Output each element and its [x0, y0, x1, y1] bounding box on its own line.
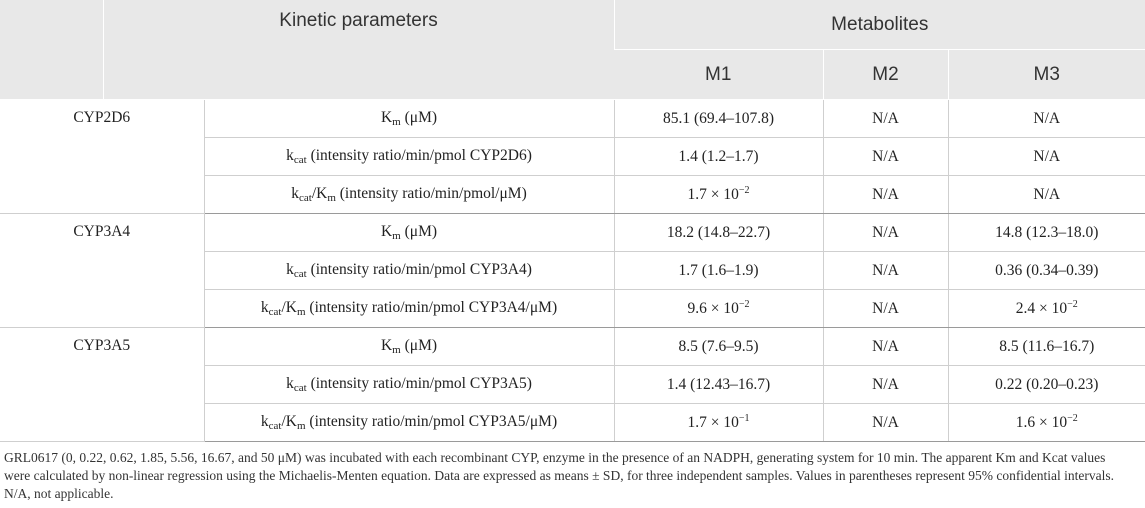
header-blank-cell [0, 0, 103, 100]
header-m1: M1 [614, 50, 823, 100]
m3-value: 0.22 (0.20–0.23) [948, 366, 1145, 404]
parameter-cell: $k_{cat}$ (intensity ratio/min/pmol CYP2D6) [204, 138, 614, 176]
m2-value: N/A [823, 290, 948, 328]
m2-value: N/A [823, 252, 948, 290]
header-m3: M3 [948, 50, 1145, 100]
m1-value: $9.6 \times 10^{-2}$ [614, 290, 823, 328]
m2-value: N/A [823, 138, 948, 176]
table-row [0, 100, 1145, 138]
m3-value: N/A [948, 176, 1145, 214]
m1-value: 18.2 (14.8–22.7) [614, 214, 823, 252]
header-metabolites: Metabolites [614, 0, 1145, 50]
m1-value: $1.7 \times 10^{-1}$ [614, 404, 823, 442]
table-header [0, 0, 1145, 100]
m1-value: 8.5 (7.6–9.5) [614, 328, 823, 366]
m1-value: $1.7 \times 10^{-2}$ [614, 176, 823, 214]
enzyme-cell: CYP3A5 [0, 328, 204, 442]
parameter-cell: $k_{cat}$ (intensity ratio/min/pmol CYP3A5) [204, 366, 614, 404]
m2-value: N/A [823, 214, 948, 252]
parameter-cell: $k_{cat}/K_m$ (intensity ratio/min/pmol/μM) [204, 176, 614, 214]
enzyme-cell: CYP2D6 [0, 100, 204, 214]
m2-value: N/A [823, 176, 948, 214]
m3-value: 0.36 (0.34–0.39) [948, 252, 1145, 290]
table-row [0, 328, 1145, 366]
m3-value: $2.4 \times 10^{-2}$ [948, 290, 1145, 328]
table-body [0, 100, 1145, 442]
m3-value: N/A [948, 100, 1145, 138]
header-kinetic-parameters: Kinetic parameters [103, 0, 614, 100]
m1-value: 1.7 (1.6–1.9) [614, 252, 823, 290]
m3-value: 14.8 (12.3–18.0) [948, 214, 1145, 252]
m2-value: N/A [823, 100, 948, 138]
m2-value: N/A [823, 404, 948, 442]
m3-value: 8.5 (11.6–16.7) [948, 328, 1145, 366]
m3-value: N/A [948, 138, 1145, 176]
header-m2: M2 [823, 50, 948, 100]
enzyme-cell: CYP3A4 [0, 214, 204, 328]
m1-value: 1.4 (1.2–1.7) [614, 138, 823, 176]
m1-value: 1.4 (12.43–16.7) [614, 366, 823, 404]
table-footnote: GRL0617 (0, 0.22, 0.62, 1.85, 5.56, 16.67, and 50 μM) was incubated with each recombinant CYP, enzyme in the presence of an NADPH, generating system for 10 min. The apparent Km and Kcat values were calculated by non-linear regression using the Michaelis-Menten equation. Data are expressed as means ± SD, for three independent samples. Values in parentheses represent 95% confidential intervals. N/A, not applicable. [4, 450, 1115, 501]
parameter-cell: $K_m$ (μM) [204, 100, 614, 138]
m2-value: N/A [823, 328, 948, 366]
m3-value: $1.6 \times 10^{-2}$ [948, 404, 1145, 442]
table-row [0, 214, 1145, 252]
parameter-cell: $K_m$ (μM) [204, 328, 614, 366]
m1-value: 85.1 (69.4–107.8) [614, 100, 823, 138]
parameter-cell: $k_{cat}/K_m$ (intensity ratio/min/pmol CYP3A5/μM) [204, 404, 614, 442]
parameter-cell: $k_{cat}/K_m$ (intensity ratio/min/pmol CYP3A4/μM) [204, 290, 614, 328]
parameter-cell: $K_m$ (μM) [204, 214, 614, 252]
parameter-cell: $k_{cat}$ (intensity ratio/min/pmol CYP3A4) [204, 252, 614, 290]
m2-value: N/A [823, 366, 948, 404]
